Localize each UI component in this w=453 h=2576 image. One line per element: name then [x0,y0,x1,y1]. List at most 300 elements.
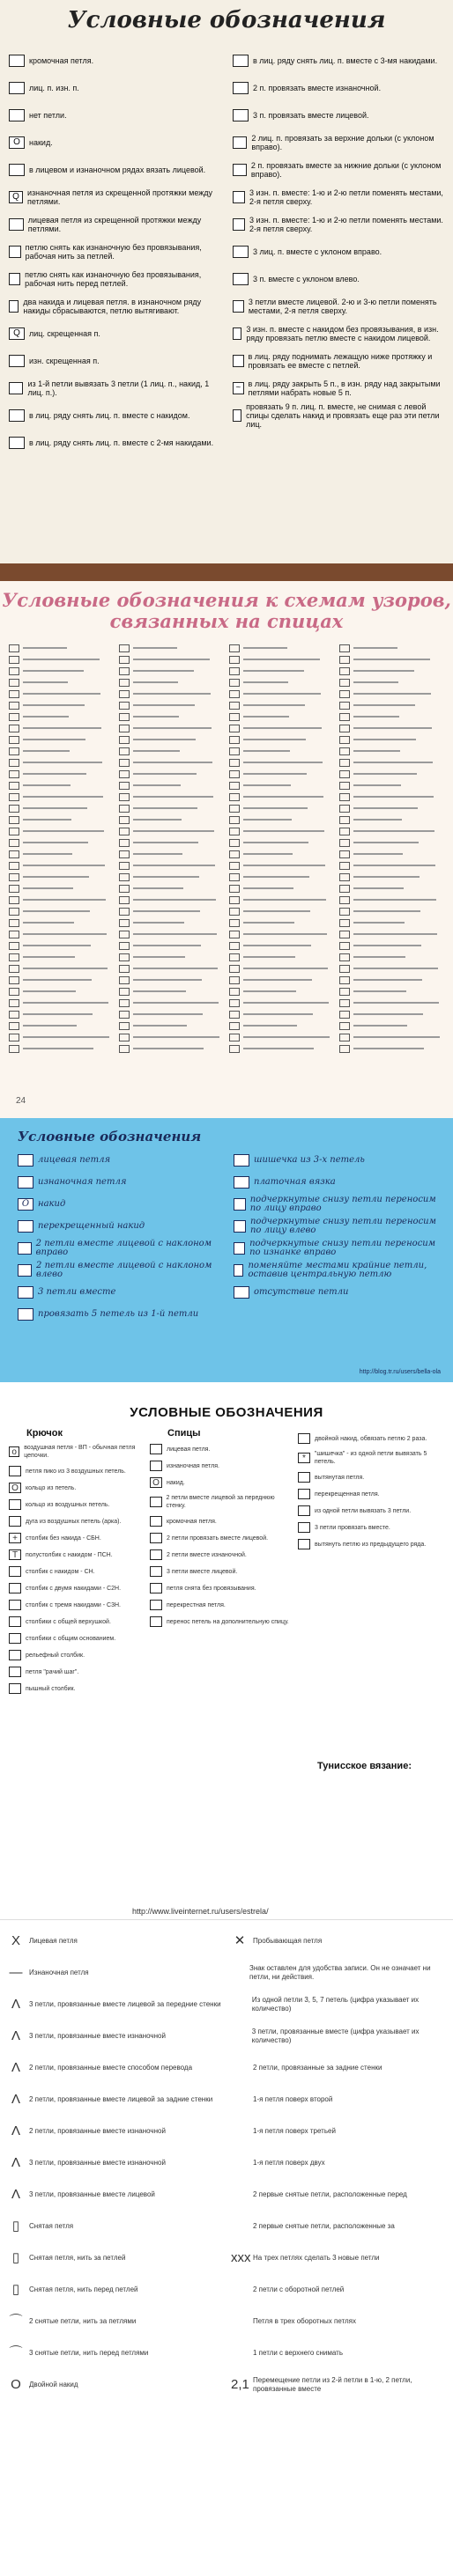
legend-text: 3 изн. п. вместе: 1-ю и 2-ю петли поменять местами, 2-я петля сверху. [249,188,443,206]
text-placeholder [243,933,327,935]
legend-item [150,1461,291,1471]
stitch-symbol-icon [229,1034,240,1041]
grid-symbol-row [339,976,445,983]
text-placeholder [353,887,404,889]
grid-symbol-row [9,667,115,674]
grid-symbol-row [229,850,335,857]
stitch-symbol-icon [119,1034,130,1041]
legend-text: 1-я петля поверх третьей [253,2127,336,2135]
stitch-symbol-icon [229,828,240,835]
text-placeholder [243,968,328,969]
grid-symbol-row [119,1034,225,1041]
legend-item [231,2309,448,2334]
text-placeholder [243,979,312,981]
grid-symbol-row [339,942,445,949]
grid-symbol-row [9,885,115,892]
grid-symbol-row [229,679,335,686]
legend-text: 3 петли провязать вместе. [315,1524,390,1531]
legend-item [231,2182,448,2207]
stitch-symbol-icon [9,218,24,231]
grid-symbol-row [229,988,335,995]
panel5-left-column [7,1929,223,2404]
legend-item [150,1549,291,1560]
stitch-symbol-icon [119,965,130,973]
grid-symbol-row [339,679,445,686]
grid-symbol-row [339,896,445,903]
stitch-symbol-icon [9,164,25,176]
stitch-symbol-icon [229,690,240,698]
stitch-symbol-icon [9,1566,21,1577]
legend-item [7,1992,223,2017]
stitch-symbol-icon [119,770,130,778]
text-placeholder [353,922,405,924]
stitch-symbol-icon [150,1516,162,1527]
text-placeholder [353,681,398,683]
legend-text: нет петли. [29,111,67,120]
stitch-symbol-icon [150,1583,162,1593]
legend-item [233,76,444,100]
text-placeholder [23,876,89,878]
stitch-symbol-icon [9,1633,21,1644]
legend-item [7,2056,223,2080]
text-placeholder [133,704,195,706]
grid-symbol-row [119,828,225,835]
text-placeholder [23,945,91,946]
panel-symbols-5 [0,1919,453,2576]
legend-item [18,1196,216,1213]
legend-item [7,2151,223,2175]
legend-text: шишечка из 3-х петель [254,1155,365,1165]
stitch-symbol-icon [339,976,350,984]
stitch-symbol-icon [234,1154,249,1167]
stitch-symbol-icon [339,679,350,687]
stitch-symbol-icon [9,409,25,422]
stitch-symbol-icon [229,999,240,1007]
legend-text: 1-я петля поверх двух [253,2159,325,2167]
legend-text: дуга из воздушных петель (арка). [26,1518,122,1525]
stitch-symbol-icon: + [9,1533,21,1543]
stitch-symbol-icon [339,702,350,710]
text-placeholder [353,1013,423,1015]
text-placeholder [243,773,307,775]
stitch-symbol-icon [298,1505,310,1516]
grid-symbol-row [229,1022,335,1029]
text-placeholder [133,1013,203,1015]
stitch-symbol-icon [150,1461,162,1471]
stitch-symbol-icon [150,1566,162,1577]
grid-symbol-row [9,736,115,743]
legend-item [9,1600,141,1610]
grid-symbol-row [119,942,225,949]
stitch-symbol-icon [229,988,240,996]
legend-item [9,212,220,237]
grid-symbol-row [119,667,225,674]
stitch-symbol-icon: O [9,1483,21,1493]
legend-text: отсутствие петли [254,1287,349,1297]
grid-symbol-row [119,873,225,880]
text-placeholder [353,819,402,821]
stitch-symbol-icon [9,782,19,790]
text-placeholder [353,739,416,740]
legend-text: 2 петли, провязанные вместе способом перевода [29,2064,193,2072]
legend-text: Двойной накид [29,2381,78,2388]
legend-text: Снятая петля, нить за петлей [29,2254,126,2262]
grid-symbol-row [9,656,115,663]
stitch-symbol-icon [339,942,350,950]
stitch-symbol-icon [229,782,240,790]
legend-item [18,1240,216,1257]
stitch-symbol-icon [150,1549,162,1560]
stitch-symbol-icon [339,782,350,790]
stitch-symbol-icon [9,1650,21,1660]
legend-item [231,2246,448,2271]
grid-symbol-row [339,793,445,800]
legend-text: кромочная петля. [167,1518,217,1525]
panel3-left-column [18,1152,216,1328]
grid-symbol-row [229,713,335,720]
grid-symbol-row [339,805,445,812]
legend-item [7,2246,223,2271]
stitch-symbol-icon [339,816,350,824]
legend-item [231,2214,448,2239]
text-placeholder [243,910,310,912]
legend-text: петлю снять как изнаночную без провязывания, рабочая нить за петлей. [25,243,202,261]
legend-text: рельефный столбик. [26,1652,85,1659]
text-placeholder [23,956,75,958]
grid-symbol-row [339,999,445,1006]
text-placeholder [243,1036,330,1038]
legend-item [9,1616,141,1627]
stitch-symbol-icon [233,82,249,94]
grid-symbol-row [119,702,225,709]
stitch-symbol-icon [229,667,240,675]
stitch-symbol-icon: ⌒ [7,2314,25,2329]
legend-text: вытянутая петля. [315,1474,365,1481]
stitch-symbol-icon [339,747,350,755]
stitch-symbol-icon [229,793,240,801]
legend-item [7,1961,223,1985]
text-placeholder [243,830,324,832]
text-placeholder [133,762,212,763]
stitch-symbol-icon: 2,1 [231,2377,249,2392]
stitch-symbol-icon [234,1198,246,1211]
grid-symbol-row [119,988,225,995]
stitch-symbol-icon [9,965,19,973]
legend-item [233,349,444,373]
stitch-symbol-icon [339,839,350,847]
grid-symbol-row [339,1022,445,1029]
grid-symbol-row [339,816,445,823]
stitch-symbol-icon [229,976,240,984]
text-placeholder [23,773,86,775]
grid-symbol-row [9,770,115,777]
stitch-symbol-icon [9,55,25,67]
legend-item [9,376,220,401]
stitch-symbol-icon [18,1242,32,1255]
grid-symbol-row [9,782,115,789]
legend-item [18,1306,216,1323]
grid-symbol-row [339,988,445,995]
stitch-symbol-icon [229,805,240,813]
stitch-symbol-icon [9,246,21,258]
grid-symbol-row [229,1034,335,1041]
stitch-symbol-icon [231,2345,249,2361]
grid-symbol-row [119,782,225,789]
stitch-symbol-icon [229,953,240,961]
legend-text: 1 петли с верхнего снимать [253,2349,343,2357]
stitch-symbol-icon [298,1433,310,1444]
stitch-symbol-icon [119,828,130,835]
panel1-title: Условные обозначения [67,7,386,33]
legend-text: из 1-й петли вывязать 3 петли (1 лиц. п., накид, 1 лиц. п.). [27,379,210,397]
legend-item [7,2087,223,2112]
text-placeholder [23,979,92,981]
stitch-symbol-icon: Λ [7,2060,25,2076]
stitch-symbol-icon [229,816,240,824]
legend-text: лиц. скрещенная п. [29,329,100,338]
stitch-symbol-icon [298,1539,310,1549]
legend-text: 2 петли вместе лицевой с наклоном влево [36,1261,212,1279]
stitch-symbol-icon [119,919,130,927]
grid-symbol-row [9,953,115,960]
stitch-symbol-icon [229,919,240,927]
legend-item [9,76,220,100]
text-placeholder [133,990,186,992]
text-placeholder [23,842,88,843]
stitch-symbol-icon: Λ [7,2187,25,2203]
grid-symbol-row [229,896,335,903]
grid-symbol-row [119,644,225,651]
text-placeholder [23,762,102,763]
grid-symbol-row [119,919,225,926]
source-url[interactable]: http://blog.tr.ru/users/bella-ola [359,1369,441,1375]
stitch-symbol-icon [150,1600,162,1610]
grid-symbol-row [119,1022,225,1029]
legend-text: 3 лиц. п. вместе с уклоном вправо. [253,247,382,256]
stitch-symbol-icon [339,793,350,801]
panel4-title: УСЛОВНЫЕ ОБОЗНАЧЕНИЯ [130,1405,323,1420]
grid-symbol-row [229,885,335,892]
legend-item [18,1262,216,1279]
text-placeholder [243,670,304,672]
stitch-symbol-icon [150,1497,162,1507]
legend-text: перекрещенная петля. [315,1490,380,1498]
text-placeholder [243,1013,313,1015]
grid-symbol-row [339,736,445,743]
grid-symbol-row [229,999,335,1006]
legend-text: Из одной петли 3, 5, 7 петель (цифра указывает их количество) [251,1996,420,2013]
stitch-symbol-icon [233,164,247,176]
stitch-symbol-icon [231,2028,248,2044]
text-placeholder [353,979,422,981]
stitch-symbol-icon [9,1516,21,1527]
legend-item [9,321,220,346]
text-placeholder [23,681,68,683]
stitch-symbol-icon [9,908,19,916]
stitch-symbol-icon [9,355,25,367]
text-placeholder [133,807,197,809]
legend-item [298,1472,448,1483]
stitch-symbol-icon [9,1583,21,1593]
stitch-symbol-icon [119,988,130,996]
stitch-symbol-icon [339,988,350,996]
stitch-symbol-icon: ▯ [7,2282,25,2298]
text-placeholder [243,796,323,798]
text-placeholder [353,784,401,786]
legend-text: лицевая петля из скрещенной протяжки между петлями. [27,216,202,233]
grid-symbol-row [339,862,445,869]
stitch-symbol-icon [9,725,19,732]
legend-text: в лиц. ряду снять лиц. п. вместе с накидом. [29,411,190,420]
text-placeholder [353,1002,439,1004]
legend-item [9,103,220,128]
grid-symbol-row [339,931,445,938]
stitch-symbol-icon [229,1011,240,1019]
stitch-symbol-icon [229,885,240,893]
text-placeholder [133,945,201,946]
stitch-symbol-icon [229,679,240,687]
grid-symbol-row [229,873,335,880]
stitch-symbol-icon [9,999,19,1007]
text-placeholder [23,1036,109,1038]
stitch-symbol-icon [9,702,19,710]
legend-item [9,185,220,210]
panel2-title: Условные обозначения к схемам узоров, связанных на спицах [2,589,451,632]
text-placeholder [133,693,211,695]
grid-symbol-row [119,1011,225,1018]
grid-symbol-row [9,747,115,754]
text-placeholder [133,727,212,729]
legend-item [231,1961,448,1985]
stitch-symbol-icon [231,1997,248,2013]
legend-item [9,1466,141,1476]
legend-item [9,48,220,73]
stitch-symbol-icon [18,1154,33,1167]
stitch-symbol-icon: O [7,2377,25,2393]
stitch-symbol-icon [298,1472,310,1483]
text-placeholder [243,956,295,958]
text-placeholder [133,681,178,683]
legend-item [298,1489,448,1499]
text-placeholder [353,945,421,946]
text-placeholder [133,1036,219,1038]
legend-text: столбик с двумя накидами - С2Н. [26,1585,122,1592]
stitch-symbol-icon [119,885,130,893]
legend-text: Пробывающая петля [253,1937,323,1945]
stitch-symbol-icon [9,109,25,121]
stitch-symbol-icon [229,736,240,744]
text-placeholder [353,1048,424,1049]
stitch-symbol-icon [9,1034,19,1041]
stitch-symbol-icon [339,1011,350,1019]
stitch-symbol-icon [9,1600,21,1610]
grid-symbol-row [229,667,335,674]
grid-symbol-row [119,931,225,938]
legend-item [7,1929,223,1954]
stitch-symbol-icon [119,667,130,675]
stitch-symbol-icon [9,1011,19,1019]
grid-symbol-row [339,1045,445,1052]
stitch-symbol-icon [9,1045,19,1053]
grid-symbol-row [119,816,225,823]
stitch-symbol-icon [119,736,130,744]
text-placeholder [23,727,101,729]
legend-item [150,1616,291,1627]
stitch-symbol-icon [339,885,350,893]
stitch-symbol-icon [229,908,240,916]
legend-text: лицевая петля [38,1155,111,1165]
legend-item [7,2341,223,2366]
legend-text: 2 первые снятые петли, расположенные за [253,2222,395,2230]
grid-symbol-row [229,725,335,732]
grid-column-4 [339,644,445,1056]
legend-text: перекрещенный накид [38,1221,145,1231]
stitch-symbol-icon [9,1499,21,1510]
stitch-symbol-icon [119,782,130,790]
legend-text: перекрестная петля. [167,1601,226,1608]
text-placeholder [23,1013,93,1015]
stitch-symbol-icon: Q [9,191,23,203]
stitch-symbol-icon [119,1011,130,1019]
stitch-symbol-icon [119,713,130,721]
legend-text: 2 первые снятые петли, расположенные перед [253,2190,407,2198]
panel-symbols-4 [0,1382,453,1919]
text-placeholder [23,1048,93,1049]
legend-item [9,1650,141,1660]
stitch-symbol-icon [119,999,130,1007]
grid-symbol-row [9,839,115,846]
stitch-symbol-icon [9,690,19,698]
grid-symbol-row [119,896,225,903]
text-placeholder [243,762,323,763]
stitch-symbol-icon [229,1045,240,1053]
legend-text: столбики с общей верхушкой. [26,1618,111,1625]
legend-item [9,239,220,264]
text-placeholder [353,968,438,969]
grid-symbol-row [339,667,445,674]
stitch-symbol-icon [119,850,130,858]
grid-symbol-row [229,965,335,972]
legend-item [233,48,444,73]
text-placeholder [243,659,320,660]
text-placeholder [133,739,196,740]
legend-item [9,1667,141,1677]
grid-symbol-row [119,747,225,754]
stitch-symbol-icon [339,1045,350,1053]
legend-text: кольцо из воздушных петель. [26,1501,110,1508]
legend-text: в лиц. ряду снять лиц. п. вместе с 2-мя накидами. [29,438,214,447]
stitch-symbol-icon: ▯ [7,2219,25,2234]
legend-item [234,1284,441,1301]
stitch-symbol-icon [119,1045,130,1053]
legend-item [233,376,444,401]
legend-item [233,321,444,346]
legend-item [150,1566,291,1577]
stitch-symbol-icon [339,1034,350,1041]
panel4-column-2 [150,1444,291,1633]
text-placeholder [133,796,213,798]
legend-text: петля снята без провязывания. [167,1585,256,1592]
stitch-symbol-icon [233,218,245,231]
stitch-symbol-icon [119,816,130,824]
stitch-symbol-icon [9,1616,21,1627]
source-url-2[interactable]: http://www.liveinternet.ru/users/estrela/ [132,1907,269,1916]
subtitle-crochet: Крючок [26,1428,63,1439]
grid-symbol-row [9,965,115,972]
legend-text: 2 петли провязать вместе лицевой. [167,1535,269,1542]
legend-text: 3 петли, провязанные вместе лицевой [29,2190,155,2198]
stitch-symbol-icon [119,862,130,870]
